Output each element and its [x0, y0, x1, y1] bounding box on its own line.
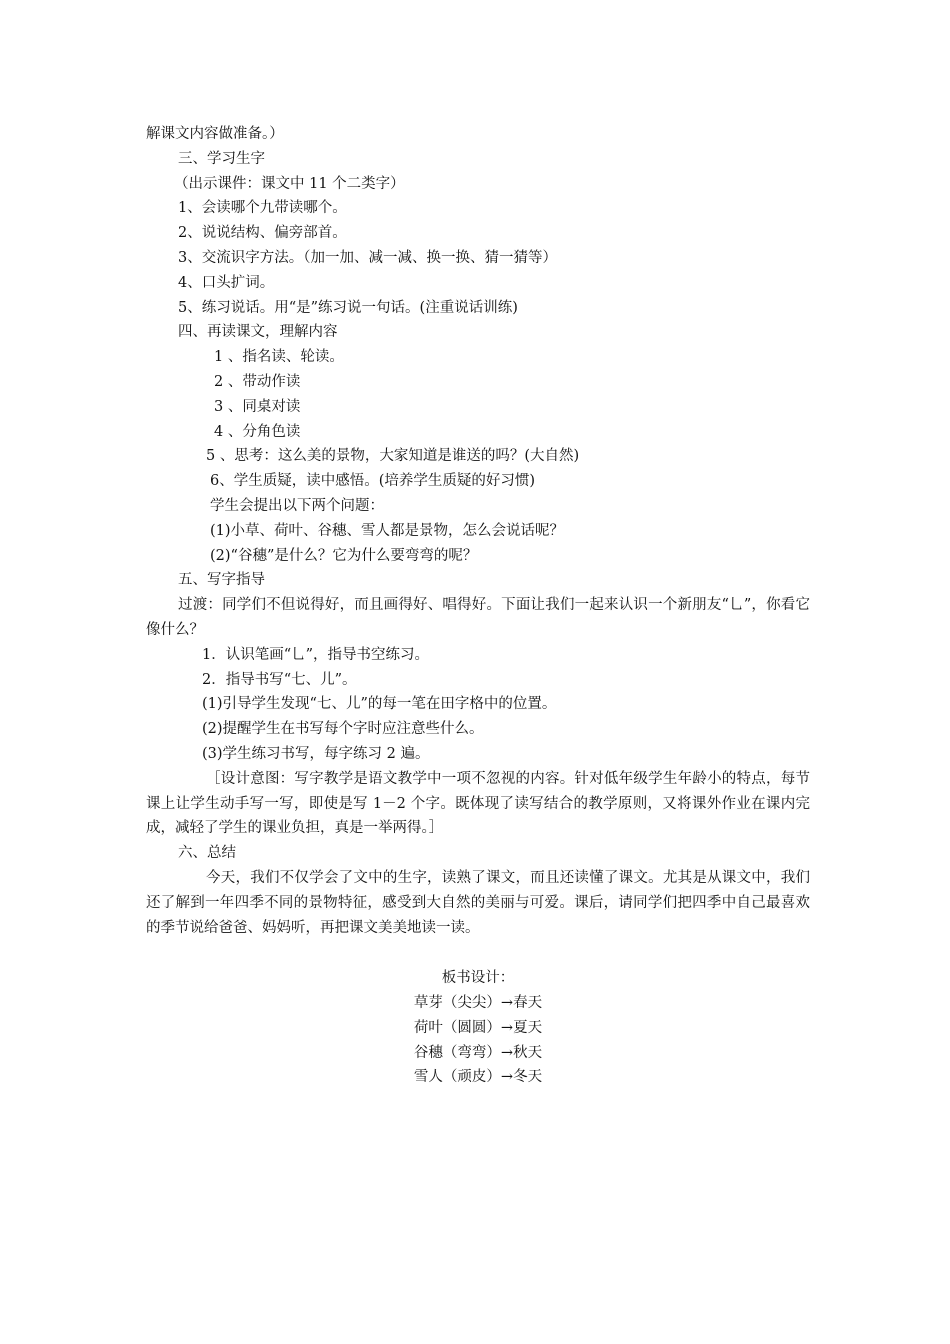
section-heading-4: 四、再读课文，理解内容: [178, 324, 338, 341]
section-heading-6: 六、总结: [178, 845, 236, 862]
list-item: 5、练习说话。用“是”练习说一句话。(注重说话训练): [178, 299, 518, 316]
text-line: 学生会提出以下两个问题：: [210, 497, 384, 514]
text-line: 解课文内容做准备。）: [146, 126, 284, 142]
section-heading-5: 五、写字指导: [178, 572, 265, 589]
list-item: 5 、思考：这么美的景物，大家知道是谁送的吗？(大自然): [206, 448, 580, 465]
list-item: (2)“谷穗”是什么？它为什么要弯弯的呢？: [210, 547, 478, 564]
list-item: (2)提醒学生在书写每个字时应注意些什么。: [202, 721, 484, 738]
list-item: (3)学生练习书写，每字练习 2 遍。: [202, 745, 430, 762]
list-item: 1．认识笔画“乚”，指导书空练习。: [202, 646, 430, 663]
board-title: 板书设计：: [441, 970, 515, 987]
spacer: [146, 940, 810, 966]
paragraph: 过渡：同学们不但说得好，而且画得好、唱得好。下面让我们一起来认识一个新朋友“乚”，你看它像什么？: [146, 597, 810, 638]
summary-paragraph: 今天，我们不仅学会了文中的生字，读熟了课文，而且还读懂了课文。尤其是从课文中，我们还了解到一年四季不同的景物特征，感受到大自然的美丽与可爱。课后，请同学们把四季中自己最喜欢的季节说给爸爸、妈妈听，再把课文美美地读一读。: [146, 869, 810, 936]
list-item: 2．指导书写“七、儿”。: [202, 671, 357, 688]
board-row: 谷穗（弯弯）→秋天: [413, 1044, 543, 1061]
board-row: 草芽（尖尖）→春天: [413, 995, 543, 1012]
board-row: 雪人（顽皮）→冬天: [413, 1069, 543, 1086]
list-item: 2 、带动作读: [214, 373, 301, 390]
list-item: 1 、指名读、轮读。: [214, 349, 344, 366]
list-item: (1)小草、荷叶、谷穗、雪人都是景物，怎么会说话呢？: [210, 522, 565, 539]
section-heading-3: 三、学习生字: [178, 150, 265, 167]
list-item: 4、口头扩词。: [178, 274, 275, 291]
list-item: 6、学生质疑，读中感悟。(培养学生质疑的好习惯): [210, 473, 536, 490]
list-item: 3、交流识字方法。（加一加、减一减、换一换、猜一猜等）: [178, 249, 557, 266]
list-item: (1)引导学生发现“七、儿”的每一笔在田字格中的位置。: [202, 696, 557, 713]
list-item: 2、说说结构、偏旁部首。: [178, 225, 347, 242]
text-line: （出示课件：课文中 11 个二类字）: [174, 175, 405, 192]
design-note-paragraph: ［设计意图：写字教学是语文教学中一项不忽视的内容。针对低年级学生年龄小的特点，每节课上让学生动手写一写，即使是写 1－2 个字。既体现了读写结合的教学原则，又将课外作业在课内完成，减轻了学生的课业负担，真是一举两得。］: [146, 770, 810, 837]
document-page: [146, 122, 810, 1090]
board-row: 荷叶（圆圆）→夏天: [413, 1019, 543, 1036]
list-item: 1、会读哪个九带读哪个。: [178, 200, 347, 217]
list-item: 4 、分角色读: [214, 423, 301, 440]
blackboard-design: [146, 966, 810, 1090]
list-item: 3 、同桌对读: [214, 398, 301, 415]
